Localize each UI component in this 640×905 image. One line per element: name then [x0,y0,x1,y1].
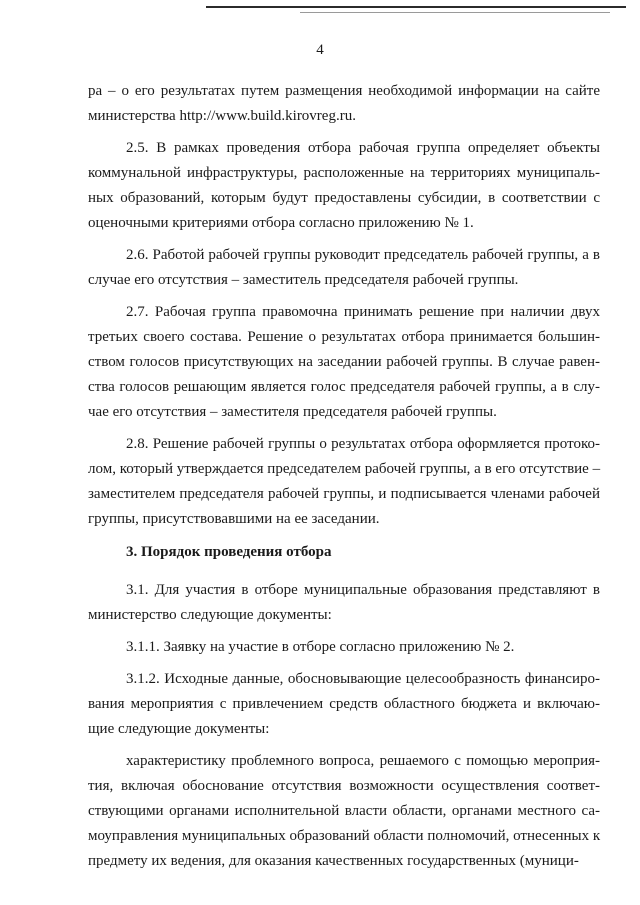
paragraph-cont [88,79,600,129]
text-line: лом, который утверждается председателем рабочей группы, а в его отсутствие – [88,461,601,477]
header-rule-thin [300,12,610,13]
text-line: 2.5. В рамках проведения отбора рабочая группа определяет объекты [126,140,600,156]
text-line: ных образований, которым будут предоставлены субсидии, в соответствии с [88,190,600,206]
text-line: 3.1.1. Заявку на участие в отборе согласно приложению № 2. [126,639,515,655]
text-line: характеристику проблемного вопроса, решаемого с помощью мероприя- [126,753,600,769]
text-line: ра – о его результатах путем размещения необходимой информации на сайте [88,83,600,99]
text-line: 2.6. Работой рабочей группы руководит председатель рабочей группы, а в [126,247,600,263]
text-line: вания мероприятия с привлечением средств областного бюджета и включаю- [88,696,600,712]
text-line: министерство следующие документы: [88,607,332,623]
text-line: 3.1. Для участия в отборе муниципальные образования представляют в [126,582,600,598]
paragraphs-before-heading [88,79,600,532]
page-number: 4 [316,42,324,58]
paragraph-char [88,749,600,874]
document-body [88,79,600,881]
text-line: случае его отсутствия – заместитель председателя рабочей группы. [88,272,519,288]
paragraphs-after-heading [88,578,600,874]
text-line: ством голосов присутствующих на заседании рабочей группы. В случае равен- [88,354,600,370]
text-line: 2.8. Решение рабочей группы о результатах отбора оформляется протоко- [126,436,600,452]
text-line: коммунальной инфраструктуры, расположенные на территориях муниципаль- [88,165,600,181]
section-heading: 3. Порядок проведения отбора [126,544,332,560]
paragraph-3-1-2 [88,667,600,742]
text-line: оценочными критериями отбора согласно приложению № 1. [88,215,474,231]
text-line: тия, включая обоснование отсутствия возможности осуществления соответ- [88,778,600,794]
paragraph-3-1 [88,578,600,628]
text-line: третьих своего состава. Решение о результатах отбора принимается большин- [88,329,600,345]
text-line: чае его отсутствия – заместителя председателя рабочей группы. [88,404,497,420]
text-line: предмету их ведения, для оказания качественных государственных (муници- [88,853,579,869]
text-line: министерства http://www.build.kirovreg.ru. [88,108,356,124]
paragraph-2-6 [88,243,600,293]
text-line: 2.7. Рабочая группа правомочна принимать решение при наличии двух [126,304,600,320]
paragraph-3-1-1 [88,635,600,660]
paragraph-2-7 [88,300,600,425]
text-line: 3.1.2. Исходные данные, обосновывающие целесообразность финансиро- [126,671,600,687]
text-line: ства голосов решающим является голос председателя рабочей группы, а в слу- [88,379,600,395]
text-line: моуправления муниципальных образований области полномочий, отнесенных к [88,828,601,844]
text-line: заместителем председателя рабочей группы, и подписывается членами рабочей [88,486,600,502]
paragraph-2-8 [88,432,600,532]
paragraph-2-5 [88,136,600,236]
text-line: ствующими органами исполнительной власти области, органами местного са- [88,803,600,819]
text-line: группы, присутствовавшими на ее заседании. [88,511,380,527]
text-line: щие следующие документы: [88,721,270,737]
header-rule [206,6,626,8]
